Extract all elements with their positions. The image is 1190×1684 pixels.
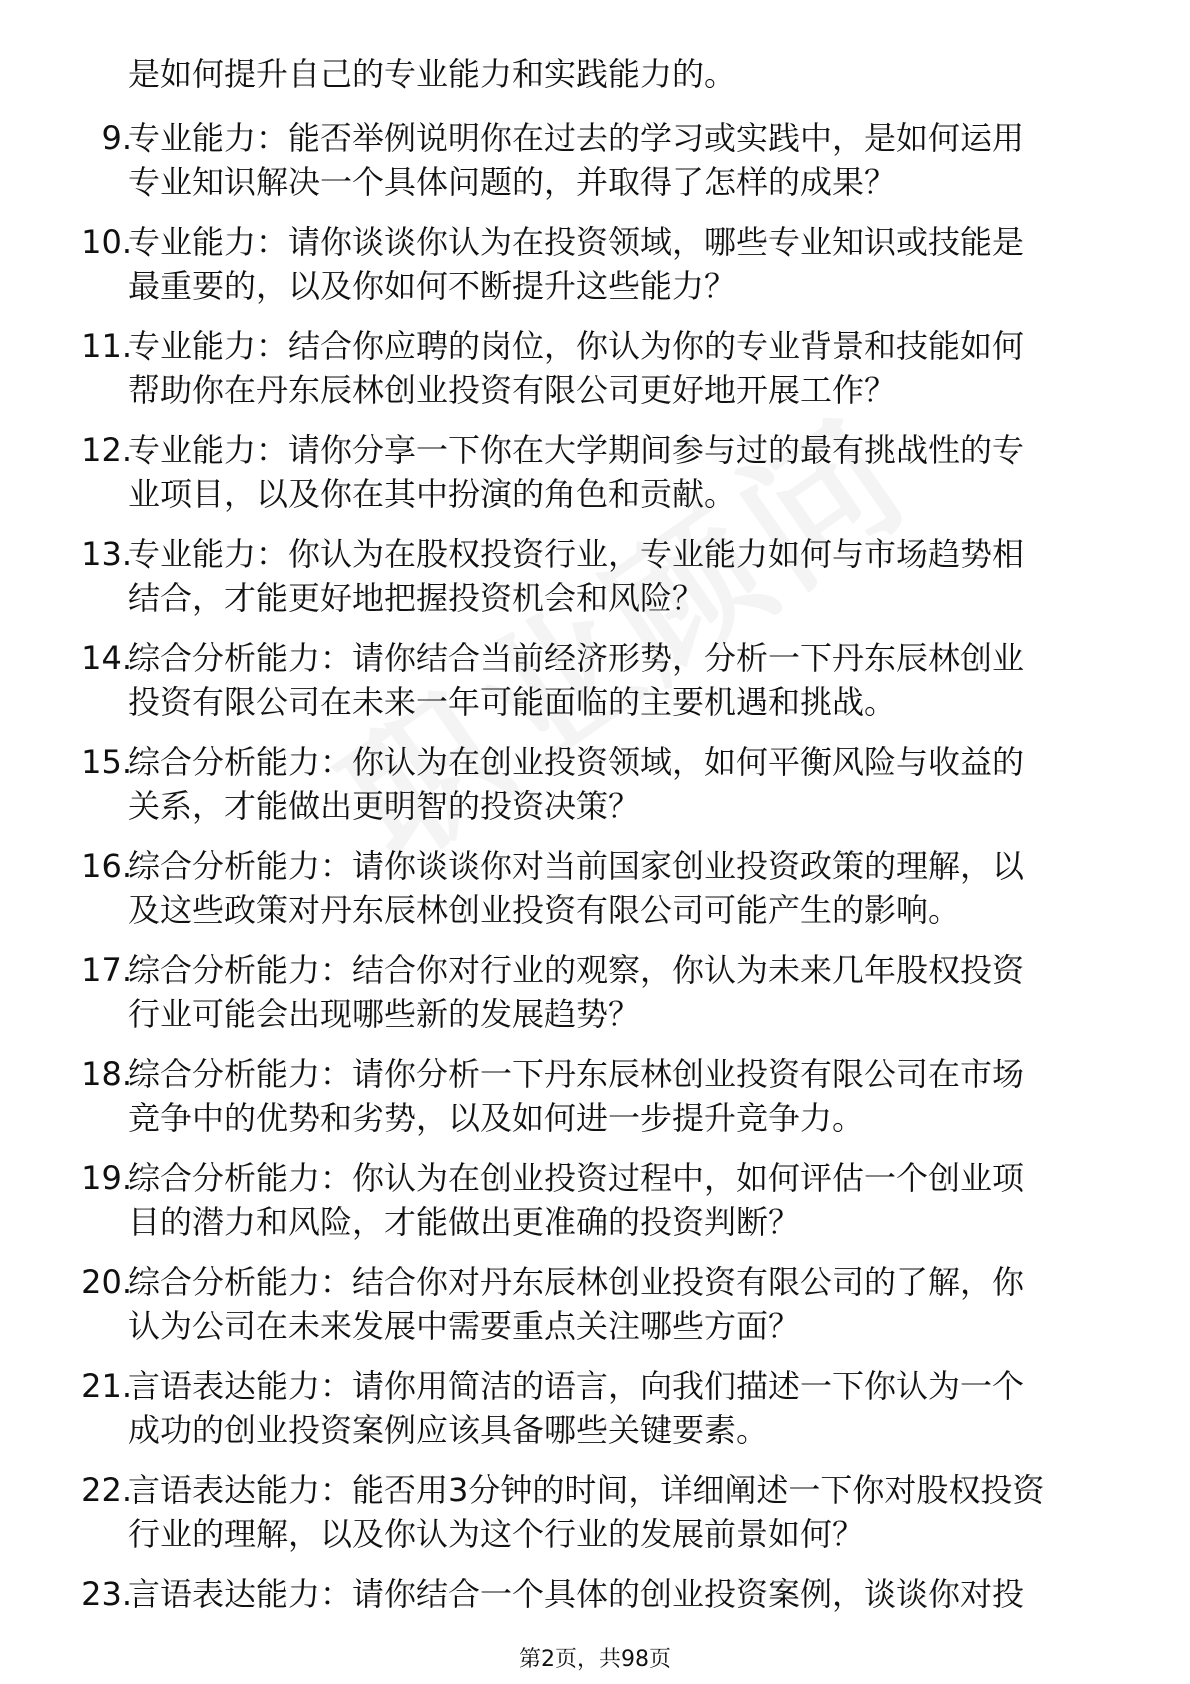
question-number: 20. bbox=[81, 1263, 132, 1301]
list-item bbox=[0, 1156, 1190, 1260]
question-number: 14. bbox=[81, 639, 132, 677]
question-text bbox=[128, 1364, 1128, 1452]
question-line: 综合分析能力：请你分析一下丹东辰林创业投资有限公司在市场 bbox=[128, 1055, 1025, 1093]
question-number: 10. bbox=[81, 223, 132, 261]
list-item bbox=[0, 844, 1190, 948]
list-item bbox=[0, 1468, 1190, 1572]
list-item bbox=[0, 220, 1190, 324]
question-line: 专业能力：能否举例说明你在过去的学习或实践中，是如何运用 bbox=[128, 119, 1025, 157]
question-line: 综合分析能力：结合你对丹东辰林创业投资有限公司的了解，你 bbox=[128, 1263, 1025, 1301]
question-line: 认为公司在未来发展中需要重点关注哪些方面？ bbox=[128, 1307, 801, 1345]
list-item bbox=[0, 948, 1190, 1052]
question-number: 11. bbox=[81, 327, 132, 365]
question-text bbox=[128, 220, 1128, 308]
list-item bbox=[0, 532, 1190, 636]
question-number: 18. bbox=[81, 1055, 132, 1093]
page-footer: 第2页，共98页 bbox=[519, 1647, 671, 1672]
question-number: 19. bbox=[81, 1159, 132, 1197]
question-text bbox=[128, 636, 1128, 724]
question-text bbox=[128, 428, 1128, 516]
question-number: 12. bbox=[81, 431, 132, 469]
question-line: 专业知识解决一个具体问题的，并取得了怎样的成果？ bbox=[128, 163, 897, 201]
question-line: 及这些政策对丹东辰林创业投资有限公司可能产生的影响。 bbox=[128, 891, 961, 929]
question-line: 综合分析能力：请你结合当前经济形势，分析一下丹东辰林创业 bbox=[128, 639, 1025, 677]
question-text bbox=[128, 1052, 1128, 1140]
question-line: 言语表达能力：请你结合一个具体的创业投资案例，谈谈你对投 bbox=[128, 1575, 1025, 1613]
continuation-text: 是如何提升自己的专业能力和实践能力的。 bbox=[128, 55, 737, 93]
question-text bbox=[128, 532, 1128, 620]
question-text bbox=[128, 844, 1128, 932]
question-text bbox=[128, 1260, 1128, 1348]
question-number: 16. bbox=[81, 847, 132, 885]
question-line: 综合分析能力：你认为在创业投资领域，如何平衡风险与收益的 bbox=[128, 743, 1025, 781]
question-number: 13. bbox=[81, 535, 132, 573]
question-line: 言语表达能力：请你用简洁的语言，向我们描述一下你认为一个 bbox=[128, 1367, 1025, 1405]
question-line: 言语表达能力：能否用3分钟的时间，详细阐述一下你对股权投资 bbox=[128, 1471, 1045, 1509]
question-text bbox=[128, 116, 1128, 204]
question-line: 综合分析能力：结合你对行业的观察，你认为未来几年股权投资 bbox=[128, 951, 1025, 989]
question-number: 23. bbox=[81, 1575, 132, 1613]
list-item bbox=[0, 1052, 1190, 1156]
question-number: 9. bbox=[101, 119, 132, 157]
question-line: 行业可能会出现哪些新的发展趋势？ bbox=[128, 995, 641, 1033]
question-text bbox=[128, 948, 1128, 1036]
question-text bbox=[128, 1156, 1128, 1244]
question-line: 帮助你在丹东辰林创业投资有限公司更好地开展工作？ bbox=[128, 371, 897, 409]
question-line: 专业能力：请你分享一下你在大学期间参与过的最有挑战性的专 bbox=[128, 431, 1025, 469]
list-item bbox=[0, 1260, 1190, 1364]
question-line: 结合，才能更好地把握投资机会和风险？ bbox=[128, 579, 705, 617]
question-line: 竞争中的优势和劣势，以及如何进一步提升竞争力。 bbox=[128, 1099, 865, 1137]
question-line: 综合分析能力：请你谈谈你对当前国家创业投资政策的理解，以 bbox=[128, 847, 1025, 885]
question-line: 行业的理解，以及你认为这个行业的发展前景如何？ bbox=[128, 1515, 865, 1553]
question-line: 目的潜力和风险，才能做出更准确的投资判断？ bbox=[128, 1203, 801, 1241]
question-text bbox=[128, 1468, 1128, 1556]
list-item bbox=[0, 1364, 1190, 1468]
question-line: 业项目，以及你在其中扮演的角色和贡献。 bbox=[128, 475, 737, 513]
question-text bbox=[128, 324, 1128, 412]
question-text bbox=[128, 1572, 1128, 1616]
list-item bbox=[0, 740, 1190, 844]
list-item bbox=[0, 428, 1190, 532]
question-number: 15. bbox=[81, 743, 132, 781]
question-line: 专业能力：结合你应聘的岗位，你认为你的专业背景和技能如何 bbox=[128, 327, 1025, 365]
question-list bbox=[0, 116, 1190, 1676]
question-line: 专业能力：你认为在股权投资行业，专业能力如何与市场趋势相 bbox=[128, 535, 1025, 573]
question-line: 最重要的，以及你如何不断提升这些能力？ bbox=[128, 267, 737, 305]
question-number: 21. bbox=[81, 1367, 132, 1405]
question-line: 关系，才能做出更明智的投资决策？ bbox=[128, 787, 641, 825]
question-text bbox=[128, 740, 1128, 828]
question-line: 综合分析能力：你认为在创业投资过程中，如何评估一个创业项 bbox=[128, 1159, 1025, 1197]
question-line: 投资有限公司在未来一年可能面临的主要机遇和挑战。 bbox=[128, 683, 897, 721]
question-line: 成功的创业投资案例应该具备哪些关键要素。 bbox=[128, 1411, 769, 1449]
question-number: 22. bbox=[81, 1471, 132, 1509]
list-item bbox=[0, 116, 1190, 220]
list-item bbox=[0, 324, 1190, 428]
list-item bbox=[0, 636, 1190, 740]
question-number: 17. bbox=[81, 951, 132, 989]
question-line: 专业能力：请你谈谈你认为在投资领域，哪些专业知识或技能是 bbox=[128, 223, 1025, 261]
